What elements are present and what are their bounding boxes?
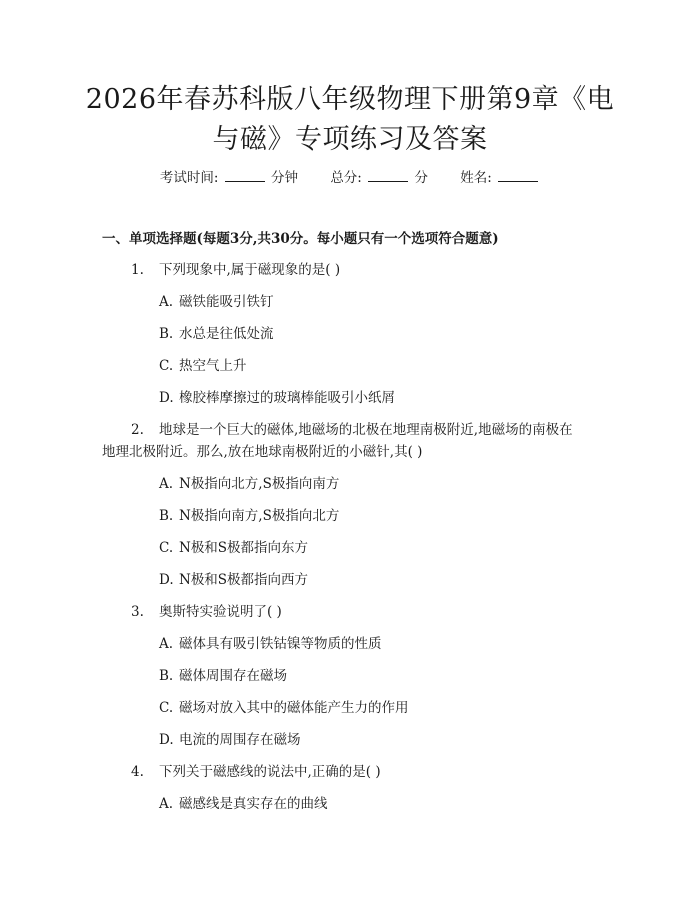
option-letter: B. — [159, 508, 174, 524]
question-text: 下列关于磁感线的说法中,正确的是( ) — [159, 764, 381, 780]
option-text: N极指向北方,S极指向南方 — [179, 476, 340, 492]
question-number: 1. — [131, 262, 144, 278]
question-number: 2. — [131, 422, 144, 438]
question-4-option-a — [159, 794, 328, 814]
exam-time-blank — [225, 168, 265, 182]
option-letter: C. — [159, 540, 174, 556]
total-score-field — [330, 168, 428, 188]
option-text: 橡胶棒摩擦过的玻璃棒能吸引小纸屑 — [179, 390, 395, 406]
option-text: 热空气上升 — [179, 358, 247, 374]
name-field — [460, 168, 540, 188]
option-letter: D. — [159, 732, 174, 748]
question-2-option-a — [159, 474, 339, 494]
question-2 — [131, 420, 573, 440]
option-text: 磁感线是真实存在的曲线 — [179, 796, 328, 812]
total-score-label: 总分: — [330, 170, 362, 186]
total-score-unit: 分 — [414, 170, 428, 186]
option-letter: C. — [159, 700, 174, 716]
option-text: 磁体周围存在磁场 — [179, 668, 287, 684]
option-text: 磁体具有吸引铁钴镍等物质的性质 — [179, 636, 382, 652]
document-title-line-2: 与磁》专项练习及答案 — [212, 124, 488, 155]
question-text: 下列现象中,属于磁现象的是( ) — [159, 262, 341, 278]
exam-time-unit: 分钟 — [271, 170, 299, 186]
question-2-continuation: 地理北极附近。那么,放在地球南极附近的小磁针,其( ) — [102, 444, 423, 460]
option-letter: A. — [159, 636, 174, 652]
question-3 — [131, 602, 282, 622]
option-text: 电流的周围存在磁场 — [179, 732, 301, 748]
exam-time-label: 考试时间: — [159, 170, 219, 186]
option-letter: B. — [159, 668, 174, 684]
question-text: 地球是一个巨大的磁体,地磁场的北极在地理南极附近,地磁场的南极在 — [159, 422, 573, 438]
question-1-option-b — [159, 324, 274, 344]
total-score-blank — [368, 168, 408, 182]
question-2-option-c — [159, 538, 308, 558]
question-1 — [131, 260, 340, 280]
question-2-option-d — [159, 570, 308, 590]
option-text: 磁铁能吸引铁钉 — [179, 294, 274, 310]
name-blank — [498, 168, 538, 182]
question-1-option-c — [159, 356, 247, 376]
option-text: 水总是往低处流 — [179, 326, 274, 342]
option-text: N极和S极都指向东方 — [179, 540, 309, 556]
question-3-option-b — [159, 666, 287, 686]
question-number: 4. — [131, 764, 144, 780]
option-letter: D. — [159, 572, 174, 588]
exam-info-row — [0, 168, 700, 188]
option-text: 磁场对放入其中的磁体能产生力的作用 — [179, 700, 409, 716]
question-1-option-d — [159, 388, 395, 408]
option-letter: C. — [159, 358, 174, 374]
document-title-line-1: 2026年春苏科版八年级物理下册第9章《电 — [85, 84, 615, 115]
name-label: 姓名: — [460, 170, 492, 186]
question-2-option-b — [159, 506, 339, 526]
option-letter: A. — [159, 796, 174, 812]
option-letter: A. — [159, 294, 174, 310]
question-number: 3. — [131, 604, 144, 620]
option-letter: D. — [159, 390, 174, 406]
option-letter: A. — [159, 476, 174, 492]
question-text: 奥斯特实验说明了( ) — [159, 604, 282, 620]
question-4 — [131, 762, 381, 782]
question-3-option-a — [159, 634, 382, 654]
question-1-option-a — [159, 292, 274, 312]
option-text: N极指向南方,S极指向北方 — [179, 508, 340, 524]
option-letter: B. — [159, 326, 174, 342]
question-3-option-c — [159, 698, 409, 718]
exam-time-field — [160, 168, 298, 188]
question-3-option-d — [159, 730, 301, 750]
section-heading: 一、单项选择题(每题3分,共30分。每小题只有一个选项符合题意) — [102, 231, 499, 247]
option-text: N极和S极都指向西方 — [179, 572, 309, 588]
